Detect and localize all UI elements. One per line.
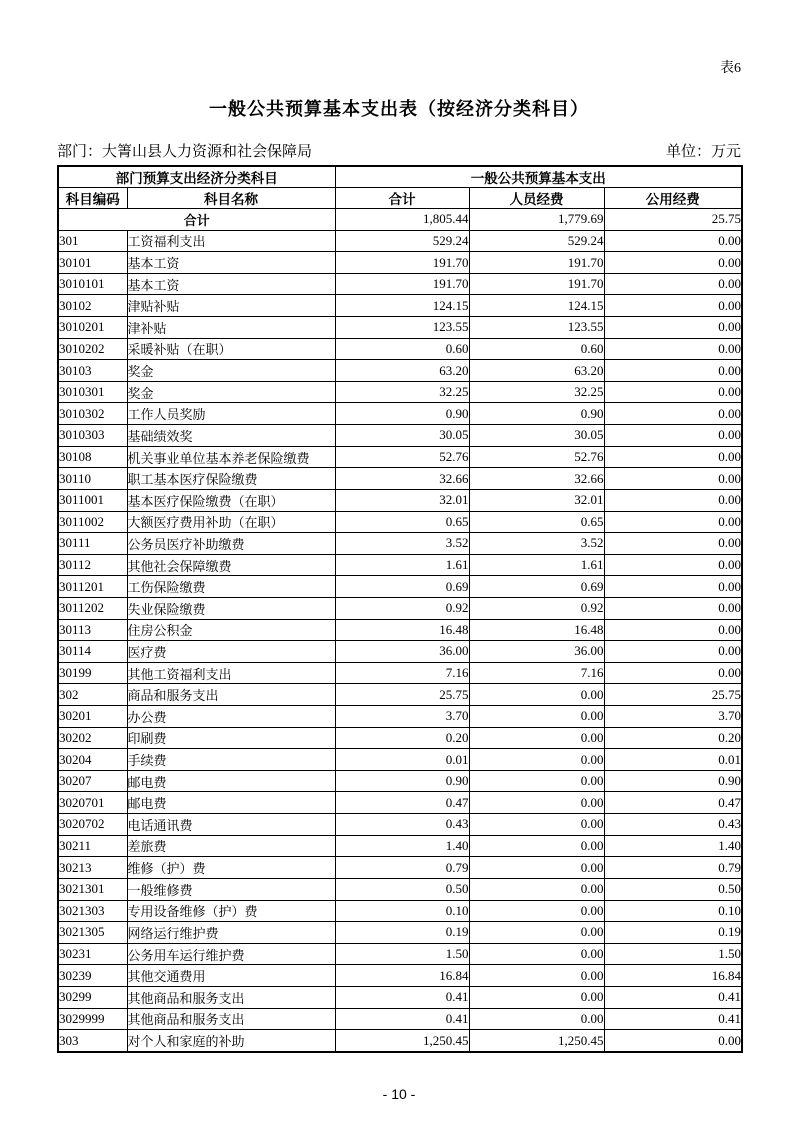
budget-table — [57, 165, 743, 1053]
total-row-label: 合计 — [58, 209, 335, 231]
personnel-amount: 123.55 — [469, 317, 604, 339]
total-amount: 0.19 — [335, 922, 469, 944]
total-amount: 3.70 — [335, 706, 469, 728]
personnel-amount: 124.15 — [469, 295, 604, 317]
subject-name: 失业保险缴费 — [127, 597, 335, 619]
table-row — [58, 662, 742, 684]
personnel-amount: 36.00 — [469, 641, 604, 663]
personnel-amount: 1.61 — [469, 554, 604, 576]
table-row — [58, 533, 742, 555]
table-row — [58, 403, 742, 425]
table-meta-row — [57, 142, 741, 162]
table-row — [58, 295, 742, 317]
public-amount: 0.41 — [604, 1008, 742, 1030]
total-amount: 0.20 — [335, 727, 469, 749]
total-row-public: 25.75 — [604, 209, 742, 231]
subject-name: 其他商品和服务支出 — [127, 986, 335, 1008]
total-row-total: 1,805.44 — [335, 209, 469, 231]
group-header-basic-expenditure: 一般公共预算基本支出 — [335, 166, 742, 188]
table-row — [58, 273, 742, 295]
table-row — [58, 986, 742, 1008]
subject-name: 公务员医疗补助缴费 — [127, 533, 335, 555]
subject-code: 302 — [58, 684, 127, 706]
public-amount: 0.00 — [604, 576, 742, 598]
subject-code: 30108 — [58, 446, 127, 468]
personnel-amount: 63.20 — [469, 360, 604, 382]
public-amount: 0.20 — [604, 727, 742, 749]
personnel-amount: 0.00 — [469, 814, 604, 836]
subject-code: 3010201 — [58, 317, 127, 339]
table-row — [58, 878, 742, 900]
table-row — [58, 770, 742, 792]
subject-name: 办公费 — [127, 706, 335, 728]
personnel-amount: 0.00 — [469, 1008, 604, 1030]
subject-code: 3011201 — [58, 576, 127, 598]
total-amount: 25.75 — [335, 684, 469, 706]
personnel-amount: 52.76 — [469, 446, 604, 468]
subject-name: 职工基本医疗保险缴费 — [127, 468, 335, 490]
subject-name: 基本工资 — [127, 273, 335, 295]
table-row — [58, 338, 742, 360]
page-title: 一般公共预算基本支出表（按经济分类科目） — [209, 99, 589, 119]
public-amount: 0.00 — [604, 425, 742, 447]
subject-code: 30202 — [58, 727, 127, 749]
table-group-header-row — [58, 166, 742, 188]
table-row — [58, 360, 742, 382]
column-header-subject-name: 科目名称 — [127, 188, 335, 209]
subject-name: 邮电费 — [127, 770, 335, 792]
subject-code: 30231 — [58, 943, 127, 965]
subject-code: 30239 — [58, 965, 127, 987]
table-row — [58, 230, 742, 252]
personnel-amount: 32.25 — [469, 381, 604, 403]
table-column-header-row — [58, 188, 742, 209]
subject-name: 奖金 — [127, 381, 335, 403]
public-amount: 0.19 — [604, 922, 742, 944]
subject-name: 奖金 — [127, 360, 335, 382]
total-row-personnel: 1,779.69 — [469, 209, 604, 231]
total-amount: 30.05 — [335, 425, 469, 447]
public-amount: 1.40 — [604, 835, 742, 857]
subject-name: 医疗费 — [127, 641, 335, 663]
subject-name: 电话通讯费 — [127, 814, 335, 836]
subject-code: 30299 — [58, 986, 127, 1008]
personnel-amount: 0.90 — [469, 403, 604, 425]
subject-code: 3011202 — [58, 597, 127, 619]
table-row — [58, 554, 742, 576]
subject-name: 网络运行维护费 — [127, 922, 335, 944]
personnel-amount: 0.60 — [469, 338, 604, 360]
group-header-classification: 部门预算支出经济分类科目 — [58, 166, 335, 188]
subject-code: 3020701 — [58, 792, 127, 814]
personnel-amount: 0.69 — [469, 576, 604, 598]
total-amount: 0.65 — [335, 511, 469, 533]
total-row — [58, 209, 742, 231]
personnel-amount: 0.92 — [469, 597, 604, 619]
total-amount: 0.79 — [335, 857, 469, 879]
table-row — [58, 749, 742, 771]
total-amount: 16.48 — [335, 619, 469, 641]
subject-name: 津贴补贴 — [127, 295, 335, 317]
unit-label: 单位：万元 — [665, 144, 741, 160]
personnel-amount: 529.24 — [469, 230, 604, 252]
table-row — [58, 1030, 742, 1052]
subject-code: 30199 — [58, 662, 127, 684]
subject-code: 3010303 — [58, 425, 127, 447]
table-row — [58, 943, 742, 965]
public-amount: 0.00 — [604, 554, 742, 576]
table-body — [58, 209, 742, 1053]
personnel-amount: 0.00 — [469, 878, 604, 900]
personnel-amount: 30.05 — [469, 425, 604, 447]
subject-code: 3010301 — [58, 381, 127, 403]
public-amount: 0.43 — [604, 814, 742, 836]
personnel-amount: 32.66 — [469, 468, 604, 490]
subject-code: 30204 — [58, 749, 127, 771]
subject-name: 专用设备维修（护）费 — [127, 900, 335, 922]
personnel-amount: 0.00 — [469, 727, 604, 749]
subject-name: 住房公积金 — [127, 619, 335, 641]
public-amount: 0.00 — [604, 619, 742, 641]
total-amount: 1.61 — [335, 554, 469, 576]
table-row — [58, 706, 742, 728]
subject-code: 3021301 — [58, 878, 127, 900]
public-amount: 0.00 — [604, 533, 742, 555]
total-amount: 0.41 — [335, 986, 469, 1008]
subject-code: 30103 — [58, 360, 127, 382]
personnel-amount: 0.00 — [469, 900, 604, 922]
public-amount: 0.00 — [604, 381, 742, 403]
total-amount: 529.24 — [335, 230, 469, 252]
total-amount: 191.70 — [335, 252, 469, 274]
total-amount: 0.90 — [335, 403, 469, 425]
table-row — [58, 597, 742, 619]
subject-code: 3029999 — [58, 1008, 127, 1030]
public-amount: 0.00 — [604, 295, 742, 317]
public-amount: 3.70 — [604, 706, 742, 728]
public-amount: 0.79 — [604, 857, 742, 879]
public-amount: 0.00 — [604, 511, 742, 533]
subject-name: 基础绩效奖 — [127, 425, 335, 447]
subject-code: 30102 — [58, 295, 127, 317]
public-amount: 0.00 — [604, 662, 742, 684]
subject-code: 3010302 — [58, 403, 127, 425]
subject-name: 邮电费 — [127, 792, 335, 814]
public-amount: 0.00 — [604, 1030, 742, 1052]
table-row — [58, 641, 742, 663]
public-amount: 0.41 — [604, 986, 742, 1008]
subject-code: 30101 — [58, 252, 127, 274]
personnel-amount: 0.00 — [469, 922, 604, 944]
public-amount: 0.00 — [604, 403, 742, 425]
total-amount: 1,250.45 — [335, 1030, 469, 1052]
subject-name: 一般维修费 — [127, 878, 335, 900]
subject-code: 3010101 — [58, 273, 127, 295]
public-amount: 0.00 — [604, 338, 742, 360]
subject-name: 工伤保险缴费 — [127, 576, 335, 598]
total-amount: 1.50 — [335, 943, 469, 965]
table-row — [58, 965, 742, 987]
table-row — [58, 684, 742, 706]
table-row — [58, 468, 742, 490]
total-amount: 1.40 — [335, 835, 469, 857]
total-amount: 123.55 — [335, 317, 469, 339]
subject-code: 3020702 — [58, 814, 127, 836]
table-row — [58, 792, 742, 814]
subject-name: 其他交通费用 — [127, 965, 335, 987]
subject-name: 印刷费 — [127, 727, 335, 749]
subject-name: 其他工资福利支出 — [127, 662, 335, 684]
total-amount: 0.47 — [335, 792, 469, 814]
personnel-amount: 3.52 — [469, 533, 604, 555]
public-amount: 1.50 — [604, 943, 742, 965]
total-amount: 3.52 — [335, 533, 469, 555]
public-amount: 0.00 — [604, 252, 742, 274]
total-amount: 0.43 — [335, 814, 469, 836]
table-row — [58, 489, 742, 511]
total-amount: 7.16 — [335, 662, 469, 684]
table-row — [58, 425, 742, 447]
subject-name: 基本医疗保险缴费（在职） — [127, 489, 335, 511]
public-amount: 0.00 — [604, 641, 742, 663]
public-amount: 0.10 — [604, 900, 742, 922]
page-number: - 10 - — [382, 1086, 416, 1102]
public-amount: 0.50 — [604, 878, 742, 900]
subject-name: 对个人和家庭的补助 — [127, 1030, 335, 1052]
subject-code: 30201 — [58, 706, 127, 728]
column-header-total: 合计 — [335, 188, 469, 209]
total-amount: 32.01 — [335, 489, 469, 511]
column-header-subject-code: 科目编码 — [58, 188, 127, 209]
subject-name: 工资福利支出 — [127, 230, 335, 252]
public-amount: 0.01 — [604, 749, 742, 771]
column-header-personnel: 人员经费 — [469, 188, 604, 209]
table-row — [58, 619, 742, 641]
total-amount: 124.15 — [335, 295, 469, 317]
subject-name: 采暖补贴（在职） — [127, 338, 335, 360]
subject-code: 30211 — [58, 835, 127, 857]
subject-code: 301 — [58, 230, 127, 252]
total-amount: 52.76 — [335, 446, 469, 468]
public-amount: 0.90 — [604, 770, 742, 792]
personnel-amount: 0.00 — [469, 792, 604, 814]
total-amount: 0.60 — [335, 338, 469, 360]
subject-name: 工作人员奖励 — [127, 403, 335, 425]
subject-code: 30114 — [58, 641, 127, 663]
table-row — [58, 900, 742, 922]
personnel-amount: 0.65 — [469, 511, 604, 533]
public-amount: 0.00 — [604, 446, 742, 468]
personnel-amount: 191.70 — [469, 252, 604, 274]
subject-code: 3010202 — [58, 338, 127, 360]
total-amount: 32.66 — [335, 468, 469, 490]
total-amount: 16.84 — [335, 965, 469, 987]
sheet-label: 表6 — [720, 61, 741, 76]
personnel-amount: 7.16 — [469, 662, 604, 684]
table-row — [58, 252, 742, 274]
total-amount: 0.92 — [335, 597, 469, 619]
subject-code: 30113 — [58, 619, 127, 641]
total-amount: 0.10 — [335, 900, 469, 922]
personnel-amount: 0.00 — [469, 684, 604, 706]
table-row — [58, 1008, 742, 1030]
subject-name: 大额医疗费用补助（在职） — [127, 511, 335, 533]
table-row — [58, 511, 742, 533]
personnel-amount: 32.01 — [469, 489, 604, 511]
personnel-amount: 0.00 — [469, 749, 604, 771]
table-row — [58, 576, 742, 598]
subject-code: 30111 — [58, 533, 127, 555]
table-row — [58, 835, 742, 857]
public-amount: 0.00 — [604, 360, 742, 382]
total-amount: 0.41 — [335, 1008, 469, 1030]
public-amount: 0.00 — [604, 489, 742, 511]
table-row — [58, 317, 742, 339]
subject-name: 维修（护）费 — [127, 857, 335, 879]
subject-name: 差旅费 — [127, 835, 335, 857]
total-amount: 36.00 — [335, 641, 469, 663]
public-amount: 0.00 — [604, 273, 742, 295]
public-amount: 0.00 — [604, 468, 742, 490]
subject-code: 3021303 — [58, 900, 127, 922]
public-amount: 16.84 — [604, 965, 742, 987]
total-amount: 0.69 — [335, 576, 469, 598]
personnel-amount: 16.48 — [469, 619, 604, 641]
table-row — [58, 727, 742, 749]
public-amount: 25.75 — [604, 684, 742, 706]
subject-code: 3011002 — [58, 511, 127, 533]
total-amount: 63.20 — [335, 360, 469, 382]
subject-name: 其他社会保障缴费 — [127, 554, 335, 576]
subject-code: 30213 — [58, 857, 127, 879]
subject-name: 基本工资 — [127, 252, 335, 274]
public-amount: 0.00 — [604, 230, 742, 252]
public-amount: 0.47 — [604, 792, 742, 814]
personnel-amount: 0.00 — [469, 965, 604, 987]
table-row — [58, 381, 742, 403]
total-amount: 0.50 — [335, 878, 469, 900]
subject-name: 公务用车运行维护费 — [127, 943, 335, 965]
personnel-amount: 0.00 — [469, 943, 604, 965]
personnel-amount: 1,250.45 — [469, 1030, 604, 1052]
subject-name: 津补贴 — [127, 317, 335, 339]
subject-name: 机关事业单位基本养老保险缴费 — [127, 446, 335, 468]
personnel-amount: 0.00 — [469, 770, 604, 792]
public-amount: 0.00 — [604, 317, 742, 339]
subject-code: 30207 — [58, 770, 127, 792]
personnel-amount: 0.00 — [469, 706, 604, 728]
subject-code: 303 — [58, 1030, 127, 1052]
personnel-amount: 191.70 — [469, 273, 604, 295]
subject-name: 商品和服务支出 — [127, 684, 335, 706]
personnel-amount: 0.00 — [469, 986, 604, 1008]
table-row — [58, 922, 742, 944]
subject-code: 30112 — [58, 554, 127, 576]
subject-code: 3021305 — [58, 922, 127, 944]
total-amount: 32.25 — [335, 381, 469, 403]
total-amount: 0.01 — [335, 749, 469, 771]
column-header-public: 公用经费 — [604, 188, 742, 209]
table-row — [58, 446, 742, 468]
total-amount: 0.90 — [335, 770, 469, 792]
table-row — [58, 857, 742, 879]
subject-code: 30110 — [58, 468, 127, 490]
public-amount: 0.00 — [604, 597, 742, 619]
subject-code: 3011001 — [58, 489, 127, 511]
total-amount: 191.70 — [335, 273, 469, 295]
department-label: 部门：大箐山县人力资源和社会保障局 — [57, 144, 313, 160]
personnel-amount: 0.00 — [469, 835, 604, 857]
subject-name: 其他商品和服务支出 — [127, 1008, 335, 1030]
table-row — [58, 814, 742, 836]
personnel-amount: 0.00 — [469, 857, 604, 879]
subject-name: 手续费 — [127, 749, 335, 771]
